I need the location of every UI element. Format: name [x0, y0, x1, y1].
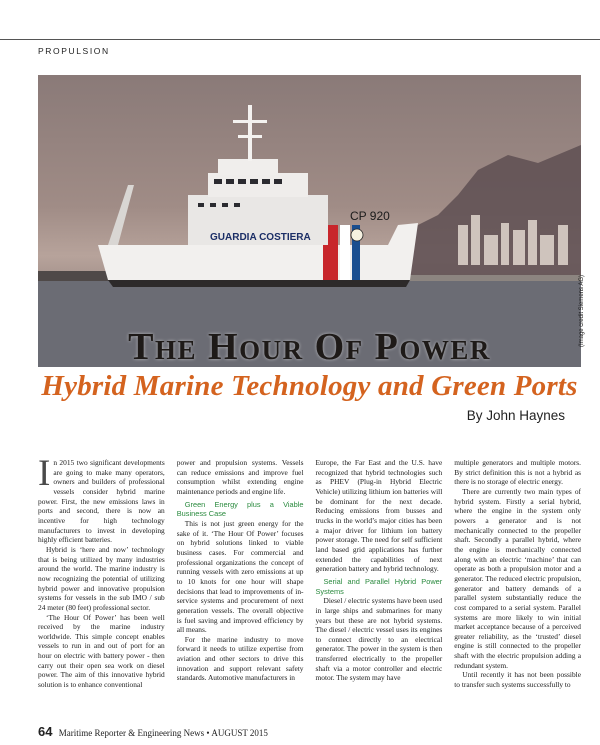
column-2: [177, 458, 304, 728]
ship-illustration: [38, 75, 581, 367]
publication-line: Maritime Reporter & Engineering News • AUGUST 2015: [58, 728, 268, 738]
drop-cap: I: [38, 453, 51, 494]
page-number: 64: [38, 724, 53, 739]
page-footer: [38, 724, 268, 739]
column-3: [316, 458, 443, 728]
article-title: The Hour Of Power: [128, 326, 491, 368]
paragraph: This is not just green energy for the sake of it. ‘The Hour Of Power’ focuses on hybrid solutions linked to viable business cases. For commercial and professional organizations the concept of running vessels with zero emissions at up to 10 knots for one hour will shape decisions that lead to improvements of in-service systems and procurement of next generation vessels. The overall objective is fuel saving and improved efficiency by all means.: [176, 518, 304, 635]
paragraph: In 2015 two significant developments are going to make many operators, owners and builders of professional vessels consider hybrid marine power. First, the new emissions laws in ports and second, there is now an incentive for high technology manufacturers to invest in developing highly efficient batteries.: [38, 453, 165, 545]
ship-name-text: GUARDIA COSTIERA: [210, 232, 311, 243]
byline: By John Haynes: [466, 408, 565, 423]
paragraph: There are currently two main types of hybrid system. Firstly a serial hybrid, where the engine in the system only powers a generator and is not mechanically connected to the propeller shaft. Secondly a parallel hybrid, where the engine is mechanically connected along with an electric ‘machine’ that can operate as both a propulsion motor and a generator. The reduced electric propulsion, generator and battery demands of a parallel system substantially reduce the cost compared to a serial system. Parallel systems are more likely to win initial market acceptance because of a perceived greater reliability, as the ‘trusted’ diesel engine is still connected to the propeller shaft with the electric propulsion adding a redundant system.: [454, 486, 581, 670]
paragraph: Europe, the Far East and the U.S. have recognized that hybrid technologies such as PHEV (Plug-in Hybrid Electric Vehicle) utilizing lithium ion batteries will be dominant for the next decade. Reducing emissions from busses and trucks in the world’s major cities has been a major driver for lithium ion battery power storage. The need for self sufficient land based grid applications has further extended the capabilities of next generation battery and hybrid technology.: [315, 458, 443, 574]
paragraph: power and propulsion systems. Vessels can reduce emissions and improve fuel consumption whilst extending engine maintenance periods and engine life.: [176, 458, 304, 496]
paragraph: Until recently it has not been possible to transfer such systems successfully to: [454, 670, 581, 690]
section-label: PROPULSION: [38, 46, 110, 56]
subhead: Serial and Parallel Hybrid Power Systems: [315, 576, 443, 596]
article-body: [38, 453, 581, 728]
hero-photo: [38, 75, 585, 368]
article-subtitle: Hybrid Marine Technology and Green Ports: [41, 370, 578, 402]
paragraph: Hybrid is ‘here and now’ technology that is being utilized by many industries around the world. The marine industry is now recognizing the potential of utilizing hybrid power and innovative propulsion systems for vessels in the sub IMO / sub 24 meter (80 feet) professional sector.: [38, 544, 165, 612]
ship-number-text: CP 920: [350, 209, 390, 223]
paragraph: For the marine industry to move forward it needs to utilize expertise from aviation and other sectors to drive this innovation and support relevant safety standards. Automotive manufacturers in: [176, 634, 304, 683]
subhead: Green Energy plus a Viable Business Case: [176, 499, 304, 519]
paragraph: Diesel / electric systems have been used in large ships and submarines for many years but these are not hybrid systems. The diesel / electric vessel uses its engines to connect directly to an electrical generator. The power in the system is then transferred electrically to the propeller shaft via a motor controller and electric motor. The system may have: [315, 596, 443, 683]
top-rule: [0, 39, 600, 40]
photo-credit: (Image credit Siemens AG): [579, 275, 585, 348]
column-1: [38, 453, 165, 728]
paragraph: ‘The Hour Of Power’ has been well received by the marine industry worldwide. This simple concept enables vessels to run in and out of port for an hour on electric with battery power - then carry out their open sea work on diesel power. The aim of this innovative hybrid solution is to enhance conventional: [38, 612, 165, 690]
paragraph: multiple generators and multiple motors. By strict definition this is not a hybrid as there is no storage of electric energy.: [454, 458, 581, 487]
column-4: [454, 458, 581, 728]
